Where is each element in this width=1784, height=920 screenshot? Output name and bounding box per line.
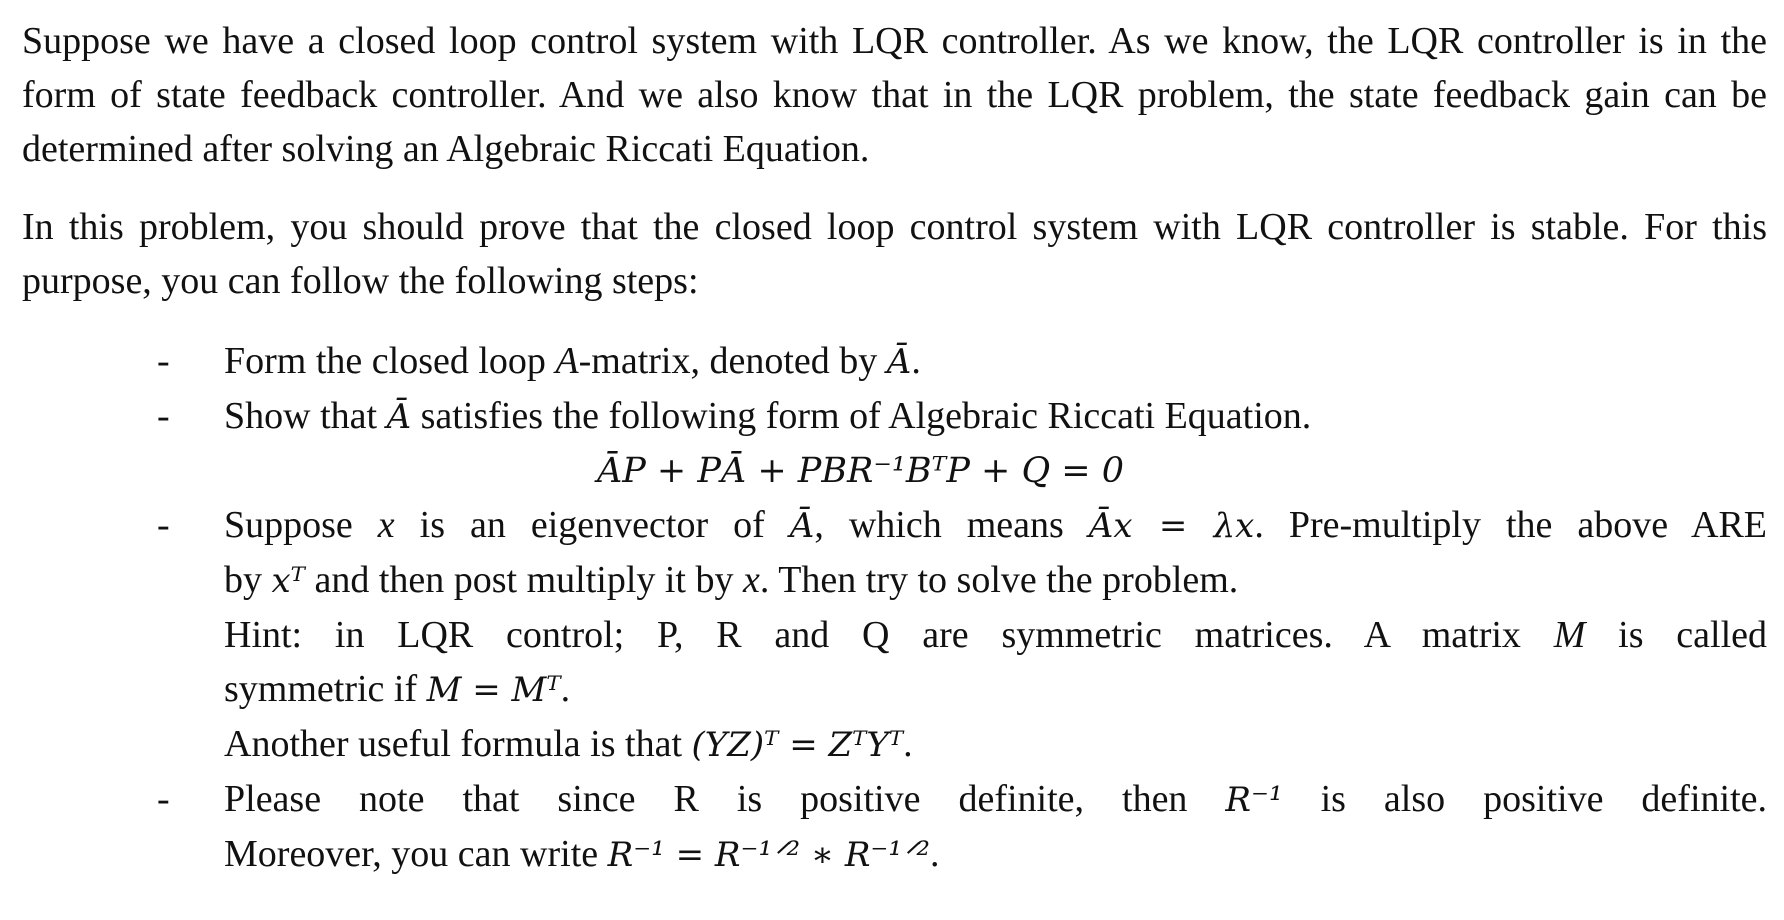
step-4-math-rinv: R⁻¹ [1225,780,1283,820]
bullet-dash: - [157,340,170,382]
hint-text: Hint: in LQR control; P, R and Q are symmetric matrices. A matrix [224,614,1554,656]
document-body [22,14,1767,898]
step-1-text-mid: -matrix, denoted by [578,340,887,382]
bullet-dash: - [157,504,170,546]
intro-paragraph-1: Suppose we have a closed loop control system with LQR controller. As we know, the LQR controller is in the form of state feedback controller. And we also know that in the LQR problem, the state feedback gain can be determined after solving an Algebraic Riccati Equation. [22,20,1767,170]
step-2-text: Show that [224,395,387,437]
step-3-l2-mid: and then post multiply it by [304,559,743,601]
intro-paragraph-2: In this problem, you should prove that the closed loop control system with LQR controller is stable. For this purpose, you can follow the following steps: [22,206,1767,302]
step-1 [22,334,1767,389]
hint-l2-math: M = Mᵀ [426,670,561,710]
step-3-math-xt: xᵀ [271,561,305,601]
step-3-l2-text: by [224,559,272,601]
step-3-l2-var-x: x [743,559,760,601]
step-3-math-eigen: Āx = λx [1088,506,1255,546]
hint-l2-period: . [560,668,571,710]
hint-line-2 [224,662,1767,717]
bullet-dash: - [157,395,170,437]
step-3-line-1 [224,498,1767,553]
hint-var-m: M [1553,614,1586,656]
step-3-math-abar: Ā [789,506,815,546]
step-1-line [224,334,1767,389]
formula-period: . [903,723,913,765]
steps-list [22,334,1767,882]
step-4-l2-math: R⁻¹ = R⁻¹ᐟ² ∗ R⁻¹ᐟ² [607,835,931,875]
step-4-line-2 [224,827,1767,882]
step-2-text-post: satisfies the following form of Algebraic Riccati Equation. [411,395,1312,437]
hint-line-1 [224,608,1767,662]
step-4-text-post: is also positive definite. [1282,778,1767,820]
step-2 [22,389,1767,498]
step-1-text: Form the closed loop [224,340,556,382]
bullet-dash: - [157,778,170,820]
step-2-math-abar: Ā [386,397,412,437]
step-3-text: Suppose [224,504,378,546]
formula-text: Another useful formula is that [224,723,692,765]
step-4-l2-period: . [930,833,940,875]
step-3-var-x: x [377,504,395,546]
step-3-text-mid2: , which means [814,504,1089,546]
step-1-period: . [911,340,921,382]
step-3-line-2 [224,553,1767,608]
step-2-line [224,389,1767,444]
step-4-text: Please note that since R is positive definite, then [224,778,1226,820]
hint-text-post: is called [1585,614,1768,656]
step-1-var-a: A [555,340,579,382]
step-3-l2-post: . Then try to solve the problem. [759,559,1239,601]
formula-math: (YZ)ᵀ = ZᵀYᵀ [691,725,904,765]
step-3-text-mid1: is an eigenvector of [394,504,790,546]
step-3-text-mid3: . Pre-multiply the above ARE [1254,504,1768,546]
step-4 [22,772,1767,882]
hint-l2-text: symmetric if [224,668,427,710]
step-3 [22,498,1767,772]
step-1-math-abar: Ā [886,342,912,382]
step-4-l2-text: Moreover, you can write [224,833,608,875]
riccati-equation: ĀP + PĀ + PBR⁻¹BᵀP + Q = 0 [596,451,1125,491]
step-4-line-1 [224,772,1767,827]
formula-line [224,717,1767,772]
